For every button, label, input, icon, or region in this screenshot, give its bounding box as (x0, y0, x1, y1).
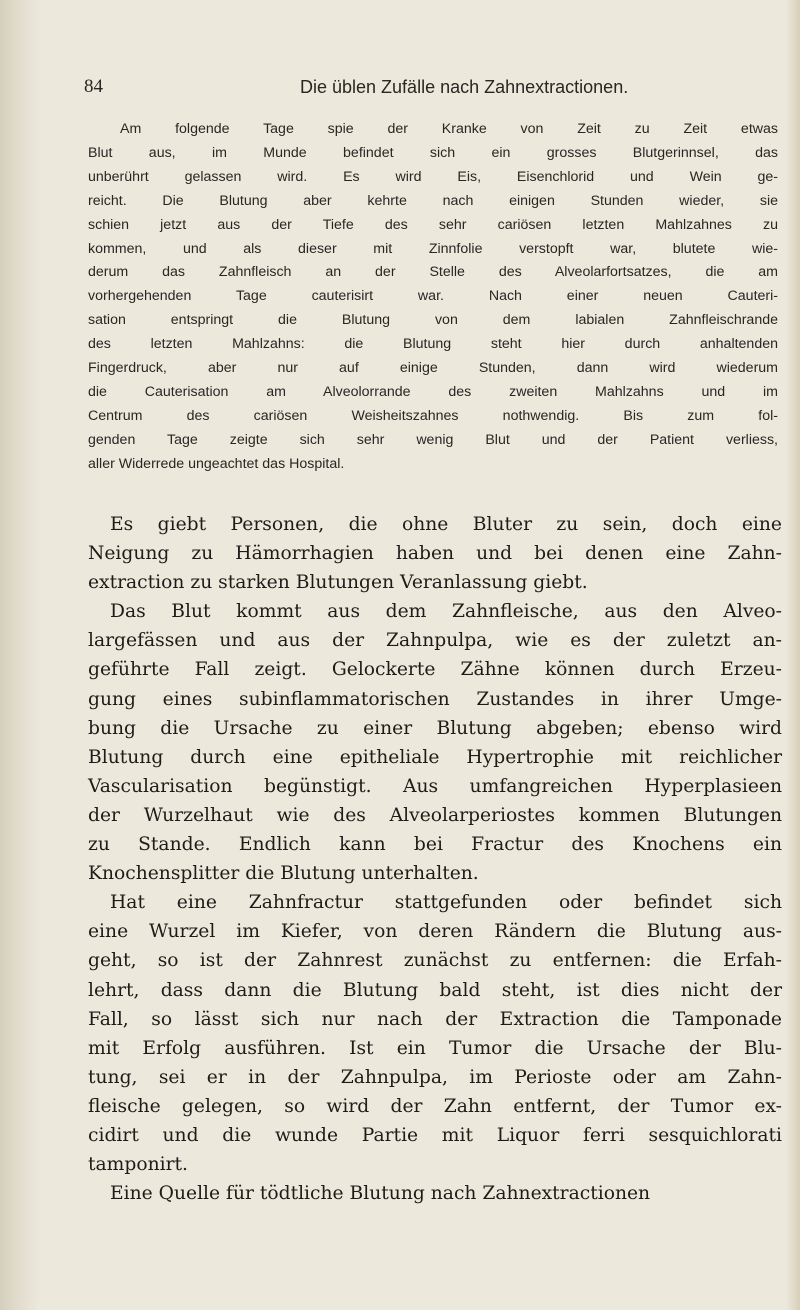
running-head: Die üblen Zufälle nach Zahnextractionen. (300, 77, 629, 97)
text-line: Blutung durch eine epitheliale Hypertrophie mit reichlicher (88, 746, 782, 768)
text-line: bung die Ursache zu einer Blutung abgeben; ebenso wird (88, 717, 782, 739)
text-line: Knochensplitter die Blutung unterhalten. (88, 863, 479, 885)
case-line: genden Tage zeigte sich sehr wenig Blut und der Patient verliess, (88, 431, 778, 448)
case-line: derum das Zahnfleisch an der Stelle des Alveolarfortsatzes, die am (88, 264, 778, 281)
text-line: tamponirt. (88, 1154, 188, 1176)
text-line: largefässen und aus der Zahnpulpa, wie es der zuletzt an- (88, 630, 782, 652)
paragraph (88, 888, 782, 1179)
case-line: die Cauterisation am Alveolorrande des zweiten Mahlzahns und im (88, 383, 778, 400)
text-line: gung eines subinflammatorischen Zustandes in ihrer Umge- (88, 688, 782, 710)
text-line: extraction zu starken Blutungen Veranlassung giebt. (88, 572, 588, 594)
text-line: eine Wurzel im Kiefer, von deren Rändern die Blutung aus- (88, 921, 782, 943)
case-line: Blut aus, im Munde befindet sich ein grosses Blutgerinnsel, das (88, 144, 778, 161)
text-line: zu Stande. Endlich kann bei Fractur des Knochens ein (88, 834, 782, 856)
text-line: geht, so ist der Zahnrest zunächst zu entfernen: die Erfah- (88, 950, 782, 972)
text-line: tung, sei er in der Zahnpulpa, im Perioste oder am Zahn- (88, 1066, 782, 1088)
text-line: Das Blut kommt aus dem Zahnfleische, aus den Alveo- (110, 601, 782, 623)
case-line: aller Widerrede ungeachtet das Hospital. (88, 455, 345, 472)
text-line: lehrt, dass dann die Blutung bald steht, ist dies nicht der (88, 979, 782, 1001)
page-number: 84 (84, 76, 103, 97)
case-line: unberührt gelassen wird. Es wird Eis, Eisenchlorid und Wein ge- (88, 168, 778, 185)
paragraph (88, 597, 782, 888)
text-line: Hat eine Zahnfractur stattgefunden oder befindet sich (110, 892, 782, 914)
case-line: schien jetzt aus der Tiefe des sehr cariösen letzten Mahlzahnes zu (88, 216, 778, 233)
case-report-small-print (88, 118, 778, 477)
text-line: Eine Quelle für tödtliche Blutung nach Zahnextractionen (110, 1183, 651, 1205)
case-line: Am folgende Tage spie der Kranke von Zeit zu Zeit etwas (120, 121, 778, 137)
paragraph (88, 510, 782, 597)
text-line: der Wurzelhaut wie des Alveolarperiostes kommen Blutungen (88, 804, 782, 826)
case-line: sation entspringt die Blutung von dem labialen Zahnfleischrande (88, 312, 778, 329)
case-line: reicht. Die Blutung aber kehrte nach einigen Stunden wieder, sie (88, 192, 778, 209)
main-text (88, 510, 782, 1208)
text-line: Neigung zu Hämorrhagien haben und bei denen eine Zahn- (88, 543, 782, 565)
case-line: vorhergehenden Tage cauterisirt war. Nach einer neuen Cauteri- (88, 288, 778, 305)
text-line: fleische gelegen, so wird der Zahn entfernt, der Tumor ex- (88, 1095, 782, 1117)
paragraph (88, 1179, 782, 1208)
text-line: Es giebt Personen, die ohne Bluter zu sein, doch eine (110, 514, 782, 535)
text-line: Fall, so lässt sich nur nach der Extraction die Tamponade (88, 1008, 782, 1030)
page-header (0, 75, 800, 105)
case-line: Fingerdruck, aber nur auf einige Stunden, dann wird wiederum (88, 360, 778, 377)
case-line: des letzten Mahlzahns: die Blutung steht hier durch anhaltenden (88, 336, 778, 353)
case-line: kommen, und als dieser mit Zinnfolie verstopft war, blutete wie- (88, 240, 778, 257)
case-line: Centrum des cariösen Weisheitszahnes nothwendig. Bis zum fol- (88, 407, 778, 424)
text-line: mit Erfolg ausführen. Ist ein Tumor die Ursache der Blu- (88, 1037, 782, 1059)
text-line: geführte Fall zeigt. Gelockerte Zähne können durch Erzeu- (88, 659, 782, 681)
text-line: cidirt und die wunde Partie mit Liquor ferri sesquichlorati (88, 1124, 782, 1146)
text-line: Vascularisation begünstigt. Aus umfangreichen Hyperplasieen (88, 775, 782, 797)
